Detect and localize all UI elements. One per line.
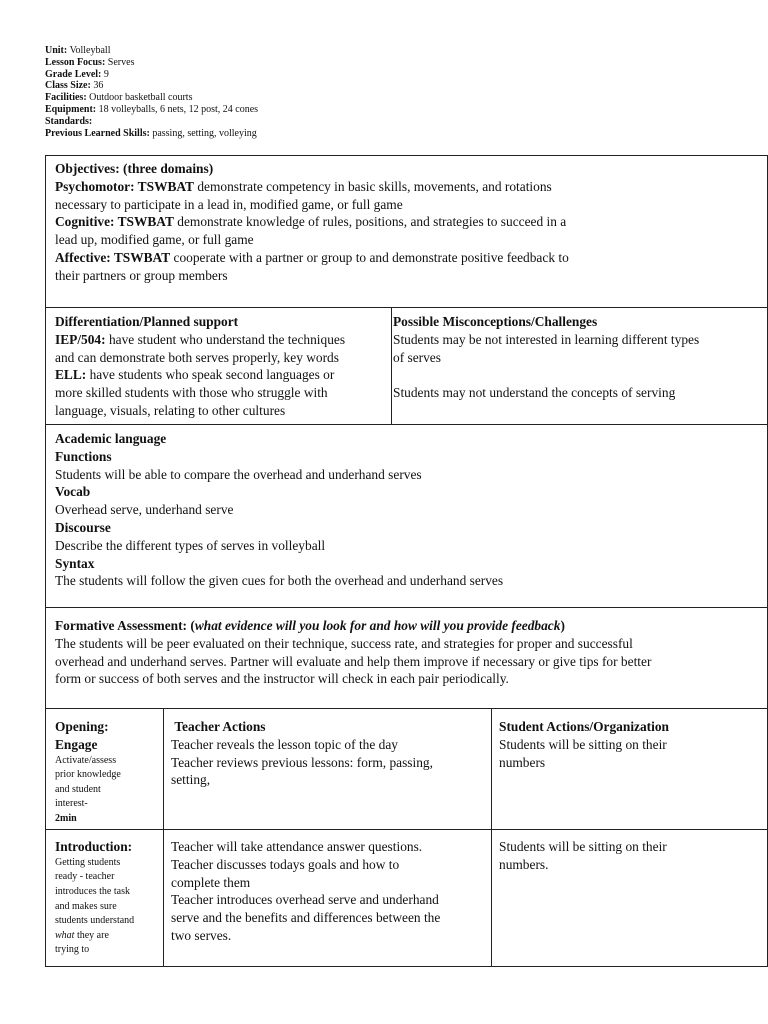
opening-teacher-cell: [171, 718, 489, 789]
formative-text-2: overhead and underhand serves. Partner will evaluate and help them improve if necessary or give tips for better: [55, 653, 652, 669]
lesson-focus-line: Lesson Focus: Serves: [45, 56, 135, 68]
opening-student-2: numbers: [499, 754, 546, 770]
ell-text-cont-2: language, visuals, relating to other cultures: [55, 402, 286, 418]
facilities-line: Facilities: Outdoor basketball courts: [45, 92, 193, 104]
opening-phase-cell: [55, 718, 161, 827]
opening-desc-1: Activate/assess: [55, 754, 117, 766]
ell-text: have students who speak second languages or: [86, 367, 335, 383]
syntax-label: Syntax: [55, 555, 95, 571]
vocab-text: Overhead serve, underhand serve: [55, 502, 234, 518]
differentiation-cell: [55, 313, 389, 420]
intro-teacher-cell: [171, 838, 489, 945]
formative-label: Formative Assessment: (: [55, 618, 195, 633]
intro-desc-6: what they are: [55, 929, 109, 941]
cognitive-text-cont: lead up, modified game, or full game: [55, 232, 254, 248]
lesson-table: [45, 708, 768, 967]
academic-language-title: Academic language: [55, 431, 167, 446]
psychomotor-text: demonstrate competency in basic skills, movements, and rotations: [194, 178, 552, 194]
misconception-2: Students may not understand the concepts of serving: [393, 385, 676, 401]
opening-desc-3: and student: [55, 783, 101, 795]
row-divider: [46, 829, 767, 830]
cognitive-label: Cognitive: TSWBAT: [55, 214, 174, 230]
syntax-text: The students will follow the given cues for both the overhead and underhand serves: [55, 573, 504, 589]
iep-text-cont: and can demonstrate both serves properly, key words: [55, 349, 339, 365]
misconceptions-title: Possible Misconceptions/Challenges: [393, 314, 598, 329]
objectives-title: Objectives: (three domains): [55, 161, 214, 176]
lesson-header: [45, 45, 258, 139]
grade-level-line: Grade Level: 9: [45, 68, 109, 80]
intro-teacher-2: Teacher discusses todays goals and how to: [171, 856, 400, 872]
affective-text: cooperate with a partner or group to and demonstrate positive feedback to: [170, 249, 569, 265]
introduction-title: Introduction:: [55, 839, 133, 854]
student-actions-header: Student Actions/Organization: [499, 719, 670, 734]
affective-label: Affective: TSWBAT: [55, 249, 171, 265]
previous-skills-line: Previous Learned Skills: passing, setting, volleying: [45, 127, 257, 139]
opening-desc-2: prior knowledge: [55, 769, 121, 781]
formative-question: what evidence will you look for and how will you provide feedback: [194, 618, 561, 633]
intro-desc-2: ready - teacher: [55, 871, 115, 883]
intro-teacher-1: Teacher will take attendance answer questions.: [171, 839, 423, 854]
intro-student-cell: [499, 838, 767, 874]
column-divider: [391, 308, 392, 425]
misconceptions-cell: [393, 313, 768, 402]
psychomotor-label: Psychomotor: TSWBAT: [55, 178, 194, 194]
formative-text-1: The students will be peer evaluated on their technique, success rate, and strategies for proper and successful: [55, 635, 633, 651]
col-divider-2: [491, 709, 492, 967]
differentiation-row: [45, 307, 768, 425]
intro-teacher-5: serve and the benefits and differences between the: [171, 910, 441, 926]
misconception-1-cont: of serves: [393, 349, 441, 365]
equipment-line: Equipment: 18 volleyballs, 6 nets, 12 post, 24 cones: [45, 103, 259, 115]
intro-teacher-3: complete them: [171, 874, 251, 890]
functions-text: Students will be able to compare the overhead and underhand serves: [55, 466, 422, 482]
standards-line: Standards:: [45, 115, 93, 127]
teacher-actions-header: Teacher Actions: [174, 719, 266, 734]
formative-assessment-box: Formative Assessment: (what evidence will you look for and how will you provide feedback) The students will be peer evaluated on their technique, success rate, and strategies for proper and successful overhead and underhand serves. Partner will evaluate and help them improve if necessary or give tips for better form or success of both serves and the instructor will check in each pair periodically.: [45, 607, 768, 709]
psychomotor-text-cont: necessary to participate in a lead in, modified game, or full game: [55, 196, 403, 212]
iep-text: have student who understand the techniques: [105, 331, 346, 347]
discourse-label: Discourse: [55, 519, 111, 535]
engage-subtitle: Engage: [55, 736, 98, 752]
intro-desc-1: Getting students: [55, 856, 121, 868]
intro-student-1: Students will be sitting on their: [499, 839, 667, 854]
unit-line: Unit: Volleyball: [45, 45, 111, 56]
ell-label: ELL:: [55, 367, 87, 383]
opening-time: 2min: [55, 812, 77, 824]
intro-desc-5: students understand: [55, 915, 135, 927]
vocab-label: Vocab: [55, 484, 91, 500]
class-size-line: Class Size: 36: [45, 80, 104, 92]
opening-title: Opening:: [55, 719, 109, 734]
intro-desc-7: trying to: [55, 944, 90, 956]
objectives-box: [45, 155, 768, 308]
cognitive-text: demonstrate knowledge of rules, positions, and strategies to succeed in a: [173, 214, 567, 230]
opening-student-cell: [499, 718, 767, 771]
functions-label: Functions: [55, 448, 112, 464]
intro-teacher-4: Teacher introduces overhead serve and underhand: [171, 892, 439, 908]
ell-text-cont-1: more skilled students with those who struggle with: [55, 385, 328, 401]
opening-teacher-3: setting,: [171, 772, 211, 788]
opening-teacher-2: Teacher reviews previous lessons: form, passing,: [171, 754, 433, 770]
iep-label: IEP/504:: [55, 331, 106, 347]
opening-teacher-1: Teacher reveals the lesson topic of the day: [171, 736, 398, 752]
intro-teacher-6: two serves.: [171, 927, 232, 943]
differentiation-title: Differentiation/Planned support: [55, 314, 239, 329]
misconception-1: Students may be not interested in learning different types: [393, 331, 700, 347]
opening-desc-4: interest-: [55, 798, 88, 810]
formative-text-3: form or success of both serves and the instructor will check in each pair periodically.: [55, 671, 509, 687]
opening-student-1: Students will be sitting on their: [499, 736, 667, 752]
intro-desc-4: and makes sure: [55, 900, 117, 912]
affective-text-cont: their partners or group members: [55, 267, 228, 283]
col-divider-1: [163, 709, 164, 967]
intro-desc-3: introduces the task: [55, 885, 130, 897]
intro-student-2: numbers.: [499, 856, 549, 872]
discourse-text: Describe the different types of serves in volleyball: [55, 537, 326, 553]
academic-language-box: [45, 424, 768, 608]
introduction-phase-cell: [55, 838, 161, 958]
